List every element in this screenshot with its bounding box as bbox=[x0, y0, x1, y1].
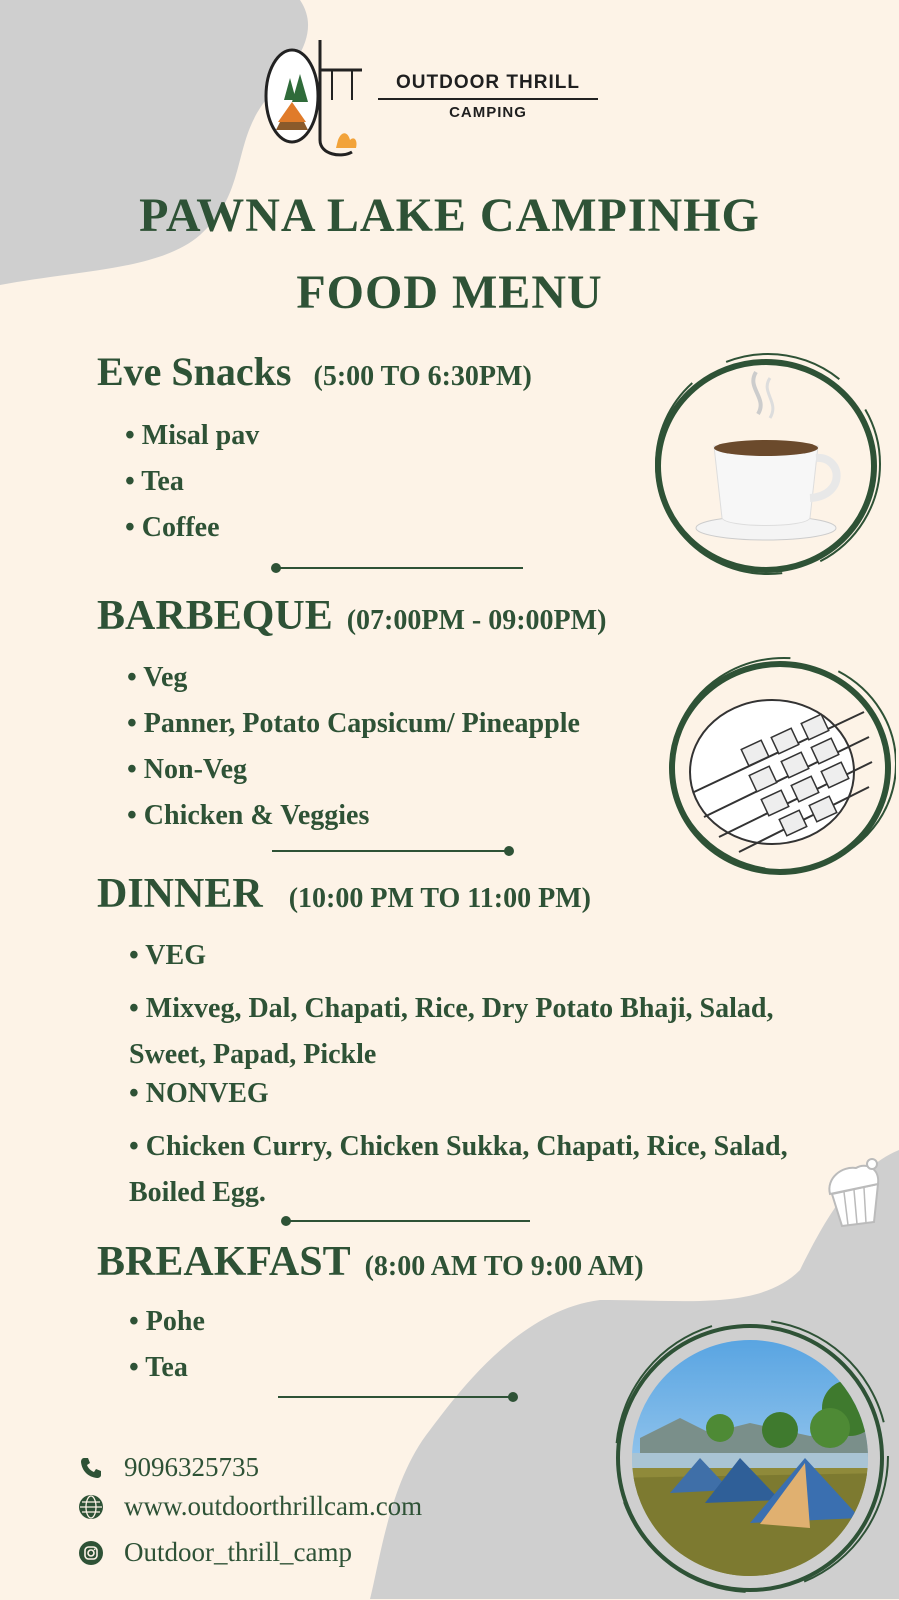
skewer-platter-icon bbox=[664, 652, 896, 884]
menu-item: • Tea bbox=[129, 1352, 188, 1383]
section-title-dinner bbox=[97, 870, 591, 918]
section-divider bbox=[275, 567, 523, 569]
section-name: DINNER bbox=[97, 871, 263, 917]
menu-item: • VEG bbox=[129, 940, 206, 971]
menu-item: • Coffee bbox=[125, 512, 220, 543]
menu-item: • Pohe bbox=[129, 1306, 205, 1337]
brand-logo bbox=[262, 40, 372, 160]
section-title-barbeque bbox=[97, 592, 606, 640]
menu-item: • Non-Veg bbox=[127, 754, 247, 785]
menu-item: • Panner, Potato Capsicum/ Pineapple bbox=[127, 708, 580, 739]
phone-icon bbox=[78, 1455, 104, 1481]
section-time: (10:00 PM TO 11:00 PM) bbox=[288, 883, 591, 914]
section-time: (5:00 TO 6:30PM) bbox=[313, 361, 532, 392]
tents-photo bbox=[610, 1318, 892, 1600]
globe-icon bbox=[78, 1494, 104, 1520]
section-divider bbox=[278, 1396, 514, 1398]
instagram-handle: Outdoor_thrill_camp bbox=[124, 1537, 352, 1567]
menu-item: • Tea bbox=[125, 466, 184, 497]
coffee-cup-icon bbox=[648, 348, 883, 583]
page-title-line1: PAWNA LAKE CAMPINHG bbox=[139, 189, 760, 242]
menu-item: • NONVEG bbox=[129, 1078, 269, 1109]
section-divider bbox=[272, 850, 510, 852]
menu-item: • Veg bbox=[127, 662, 188, 693]
brand-name bbox=[378, 72, 598, 121]
section-name: BARBEQUE bbox=[97, 593, 333, 639]
section-name: Eve Snacks bbox=[97, 349, 292, 394]
section-title-eve-snacks bbox=[97, 348, 532, 395]
menu-item: • Chicken & Veggies bbox=[127, 800, 370, 831]
section-time: (8:00 AM TO 9:00 AM) bbox=[364, 1251, 644, 1282]
cupcake-icon bbox=[822, 1158, 888, 1228]
page-title-line2: FOOD MENU bbox=[296, 266, 603, 319]
section-name: BREAKFAST bbox=[97, 1239, 351, 1285]
phone-number: 9096325735 bbox=[124, 1452, 259, 1482]
section-time: (07:00PM - 09:00PM) bbox=[346, 605, 607, 636]
contact-website[interactable] bbox=[78, 1491, 422, 1522]
contact-instagram[interactable] bbox=[78, 1537, 352, 1568]
instagram-icon bbox=[78, 1540, 104, 1566]
contact-phone[interactable] bbox=[78, 1452, 259, 1483]
menu-item: • Chicken Curry, Chicken Sukka, Chapati, Rice, Salad, Boiled Egg. bbox=[129, 1131, 788, 1208]
website-url: www.outdoorthrillcam.com bbox=[124, 1491, 423, 1521]
brand-line1: OUTDOOR THRILL bbox=[396, 72, 580, 93]
camping-logo-icon bbox=[262, 40, 372, 160]
menu-item: • Mixveg, Dal, Chapati, Rice, Dry Potato Bhaji, Salad, Sweet, Papad, Pickle bbox=[129, 993, 774, 1070]
menu-item: • Misal pav bbox=[125, 420, 260, 451]
section-divider bbox=[285, 1220, 530, 1222]
section-title-breakfast bbox=[97, 1238, 644, 1286]
brand-line2: CAMPING bbox=[449, 104, 527, 121]
